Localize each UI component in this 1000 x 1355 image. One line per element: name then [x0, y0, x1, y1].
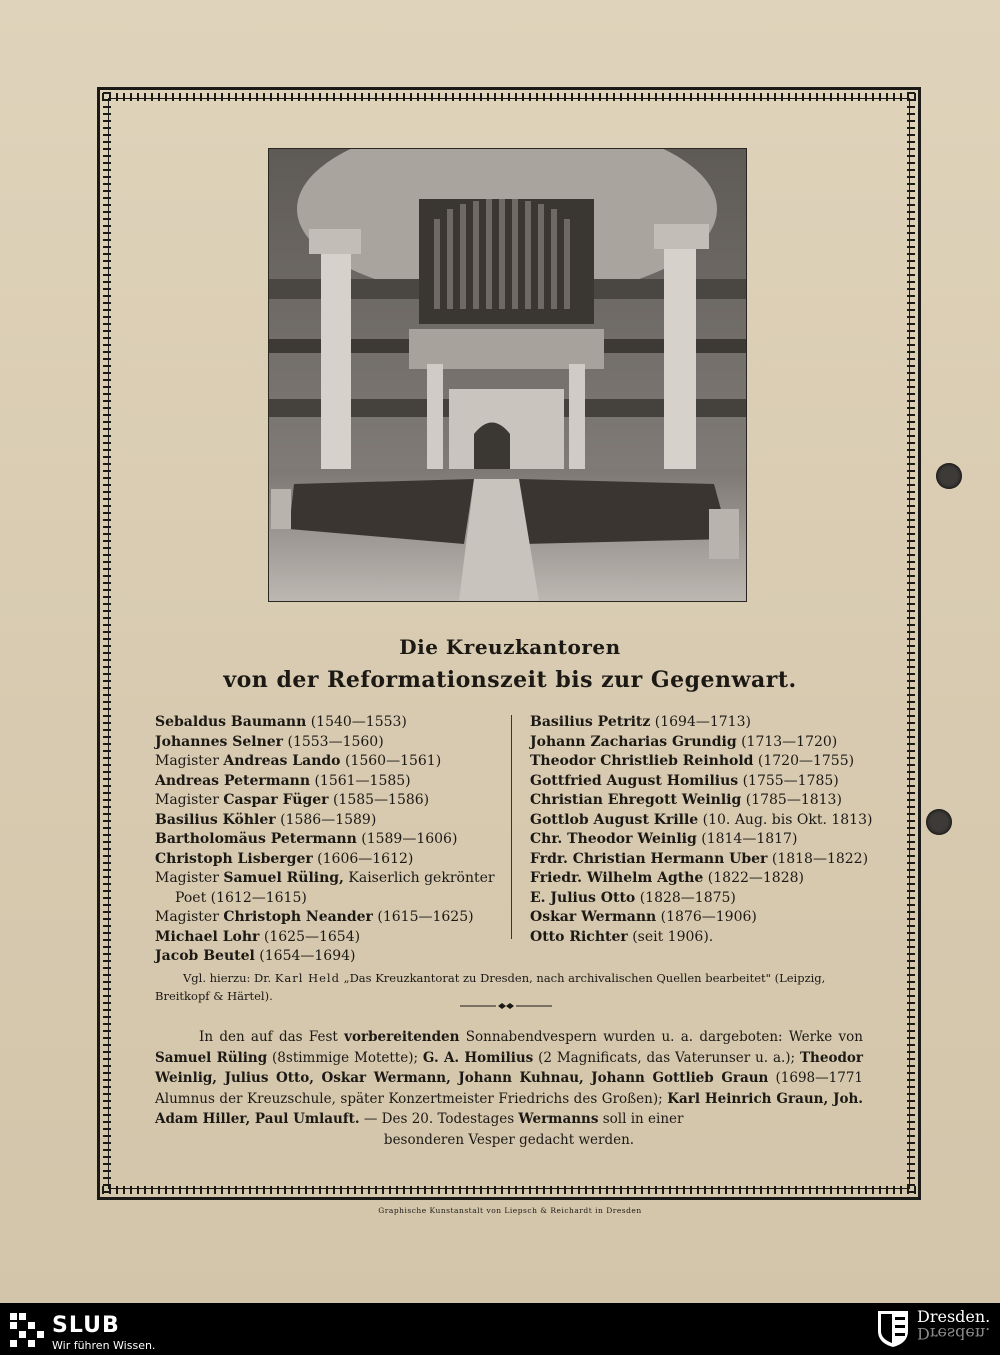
- list-item: Oskar Wermann (1876—1906): [530, 909, 757, 925]
- list-item: Magister Caspar Füger (1585—1586): [155, 792, 430, 808]
- heading-line-1: Die Kreuzkantoren: [399, 635, 621, 659]
- divider-ornament: [460, 1001, 552, 1011]
- list-item: Friedr. Wilhelm Agthe (1822—1828): [530, 870, 804, 886]
- dresden-crest-icon[interactable]: [876, 1309, 910, 1349]
- dresden-wordmark[interactable]: Dresden. Dresden.: [917, 1307, 991, 1343]
- list-item: Andreas Petermann (1561—1585): [155, 772, 411, 789]
- list-item: Otto Richter (seit 1906).: [530, 928, 714, 945]
- church-interior-photo: [268, 148, 747, 602]
- list-item: Basilius Petritz (1694—1713): [530, 714, 751, 730]
- list-item: Magister Samuel Rüling, Kaiserlich gekrönter Poet (1612—1615): [155, 870, 495, 906]
- list-item: Magister Andreas Lando (1560—1561): [155, 753, 442, 769]
- list-item: Michael Lohr (1625—1654): [155, 928, 361, 945]
- list-item: Christoph Lisberger (1606—1612): [155, 850, 414, 867]
- slub-brand[interactable]: SLUB: [52, 1313, 120, 1338]
- heading-line-2: von der Reformationszeit bis zur Gegenwart.: [223, 667, 797, 693]
- list-item: Sebaldus Baumann (1540—1553): [155, 714, 407, 730]
- cantor-list-left: [155, 713, 500, 967]
- list-item: Magister Christoph Neander (1615—1625): [155, 909, 474, 925]
- punch-hole-top: [936, 463, 962, 489]
- punch-hole-bottom: [926, 809, 952, 835]
- footer-bar: [0, 1303, 1000, 1355]
- slub-logo-icon[interactable]: [10, 1313, 44, 1347]
- list-item: Johann Zacharias Grundig (1713—1720): [530, 733, 838, 750]
- list-item: Gottfried August Homilius (1755—1785): [530, 772, 839, 789]
- list-item: Gottlob August Krille (10. Aug. bis Okt. 1813): [530, 811, 873, 828]
- printer-imprint: Graphische Kunstanstalt von Liepsch & Reichardt in Dresden: [378, 1206, 642, 1215]
- column-divider: [511, 715, 512, 939]
- list-item: Christian Ehregott Weinlig (1785—1813): [530, 792, 842, 808]
- reference-note: Vgl. hierzu: Dr. Karl Held „Das Kreuzkantorat zu Dresden, nach archivalischen Quellen bearbeitet" (Leipzig, Breitkopf & Härtel).: [155, 971, 826, 1003]
- cantor-list-right: [530, 713, 880, 947]
- vespers-paragraph: In den auf das Fest vorbereitenden Sonnabendvespern wurden u. a. dargeboten: Werke von Samuel Rüling (8stimmige Motette); G. A. Homilius (2 Magnificats, das Vaterunser u. a.); Theodor Weinlig, Julius Otto, Oskar Wermann, Johann Kuhnau, Johann Gottlieb Graun (1698—1771 Alumnus der Kreuzschule, später Konzertmeister Friedrichs des Großen); Karl Heinrich Graun, Joh. Adam Hiller, Paul Umlauft. — Des 20. Todestages Wermanns soll in einer besonderen Vesper gedacht werden.: [155, 1029, 864, 1148]
- list-item: Chr. Theodor Weinlig (1814—1817): [530, 831, 798, 847]
- list-item: Johannes Selner (1553—1560): [155, 733, 384, 750]
- list-item: E. Julius Otto (1828—1875): [530, 889, 736, 906]
- list-item: Frdr. Christian Hermann Uber (1818—1822): [530, 850, 869, 867]
- list-item: Bartholomäus Petermann (1589—1606): [155, 831, 458, 847]
- list-item: Jacob Beutel (1654—1694): [155, 948, 356, 964]
- list-item: Basilius Köhler (1586—1589): [155, 811, 377, 828]
- list-item: Theodor Christlieb Reinhold (1720—1755): [530, 753, 855, 769]
- slub-tagline: Wir führen Wissen.: [52, 1339, 156, 1352]
